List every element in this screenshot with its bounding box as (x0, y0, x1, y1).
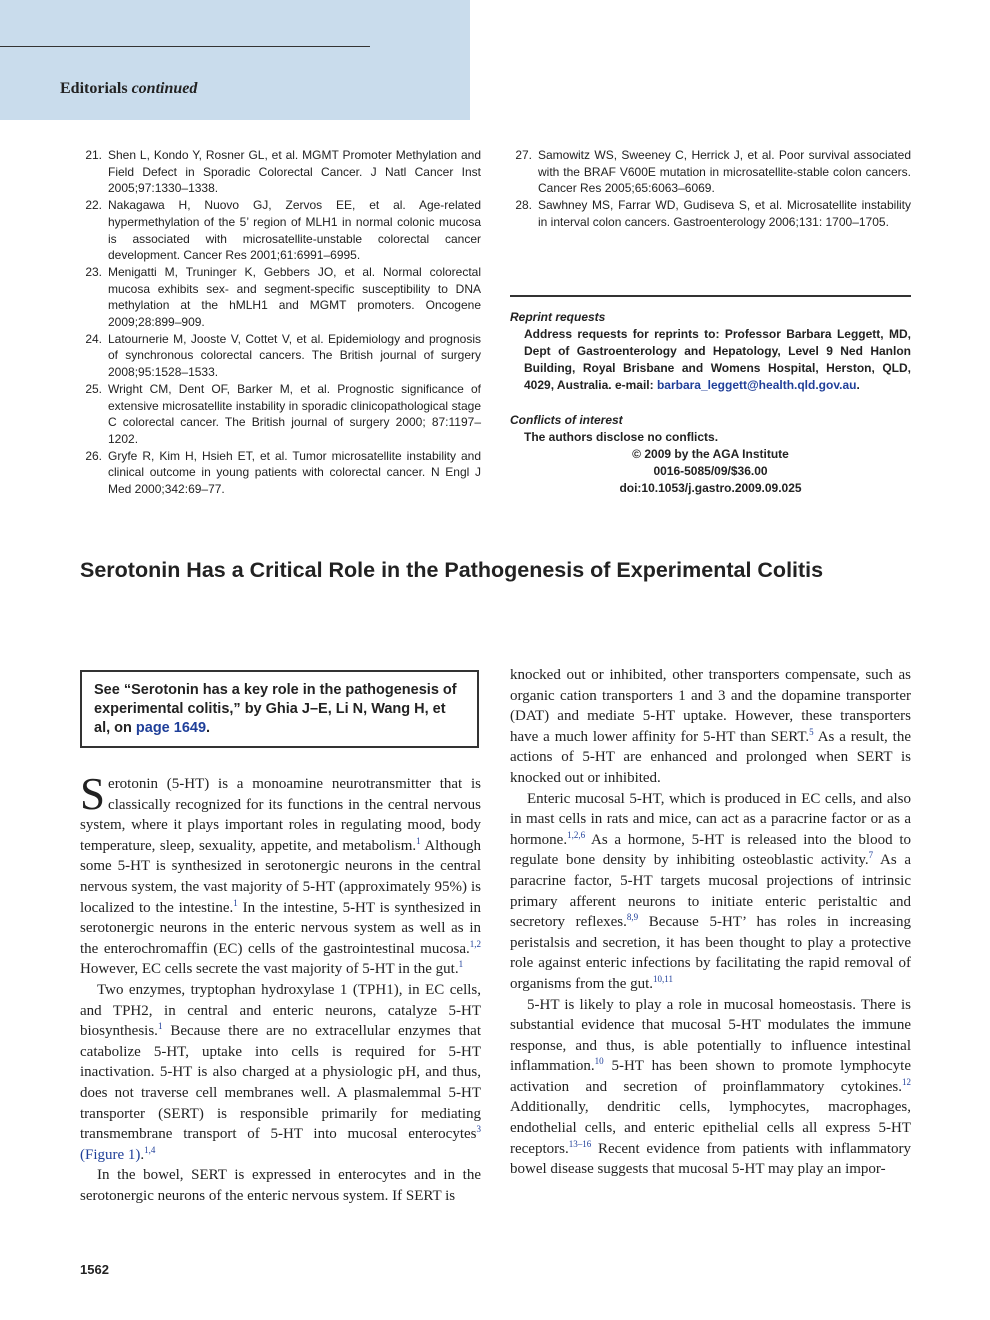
citation[interactable]: 5 (809, 726, 814, 737)
reference-item: 28. Sawhney MS, Farrar WD, Gudiseva S, et al. Microsatellite instability in interval colon cancers. Gastroenterology 2006;131: 1700–1705. (515, 198, 911, 229)
doi-line: doi:10.1053/j.gastro.2009.09.025 (619, 481, 802, 495)
body-column-right (510, 665, 911, 1180)
citation[interactable]: 1 (233, 897, 238, 908)
see-also-box: See “Serotonin has a key role in the pathogenesis of experimental colitis,” by Ghia J–E, Li N, Wang H, et al, on page 1649. (80, 670, 479, 748)
body-paragraph: Enteric mucosal 5-HT, which is produced in EC cells, and also in mast cells in rats and mice, can act as a paracrine factor or as a hormone.$^{1,2,6}$ As a hormone, 5-HT is released into the blood to regulate bone density by inhibiting osteoblastic activity.$^7$ As a paracrine factor, 5-HT targets mucosal projections of intrinsic primary afferent neurons to initiate enteric peristaltic and secretory reflexes.$^{8,9}$ Because 5-HT’ has roles in increasing peristalsis and secretion, it has been thought to play a protective role against enteric infections by facilitating the rapid removal of organisms from the gut.$^{10,11}$ (510, 790, 912, 992)
reference-item: 21. Shen L, Kondo Y, Rosner GL, et al. MGMT Promoter Methylation and Field Defect in Sporadic Colorectal Cancer. J Natl Cancer Inst 2005;97:1330–1338. (85, 148, 481, 196)
reference-item: 23. Menigatti M, Truninger K, Gebbers JO, et al. Normal colorectal mucosa exhibits sex- and segment-specific susceptibility to DNA methylation at the hMLH1 and MGMT promoters. Oncogene 2009;28:899–909. (85, 264, 481, 330)
body-paragraph: In the bowel, SERT is expressed in enterocytes and in the serotonergic neurons of the enteric nervous system. If SERT is (80, 1167, 481, 1204)
citation[interactable]: 1 (458, 959, 464, 970)
page-number: 1562 (80, 1262, 109, 1277)
citation[interactable]: 10,11 (653, 973, 673, 984)
article-title: Serotonin Has a Critical Role in the Pathogenesis of Experimental Colitis (80, 558, 824, 582)
copyright-line: © 2009 by the AGA Institute (632, 447, 789, 461)
citation[interactable]: 3 (476, 1124, 481, 1135)
drop-cap: S (80, 769, 106, 819)
citation[interactable]: 1,2,6 (567, 829, 586, 840)
header-rule (0, 46, 370, 47)
citation[interactable]: 1,2 (469, 938, 481, 949)
citation[interactable]: 7 (868, 850, 874, 861)
figure-link[interactable]: (Figure 1) (80, 1146, 141, 1163)
reference-item: 26. Gryfe R, Kim H, Hsieh ET, et al. Tumor microsatellite instability and clinical outcome in young patients with colorectal cancer. N Engl J Med 2000;342:69–77. (85, 448, 481, 497)
reprint-requests: Reprint requests Address requests for reprints to: Professor Barbara Leggett, MD, Dept of Gastroenterology and Hepatology, Level 9 Ned Hanlon Building, Royal Brisbane and Womens Hospital, Herston, QLD, 4029, Australia. e-mail: barbara_leggett@health.qld.gov.au. (510, 310, 911, 392)
reference-item: 22. Nakagawa H, Nuovo GJ, Zervos EE, et al. Age-related hypermethylation of the 5’ region of MLH1 in normal colonic mucosa is associated with microsatellite-unstable colorectal cancer development. Cancer Res 2001;61:6991–6995. (85, 198, 481, 263)
issn-line: 0016-5085/09/$36.00 (653, 464, 768, 478)
see-also-page-link[interactable]: page 1649 (135, 720, 207, 736)
citation[interactable]: 12 (902, 1076, 911, 1087)
citation[interactable]: 10 (594, 1056, 604, 1067)
reference-list-right (510, 147, 911, 231)
header-band (0, 0, 470, 120)
conflicts-text: The authors disclose no conflicts. (524, 430, 719, 444)
header-section: Editorials (60, 80, 128, 97)
info-divider (510, 295, 911, 297)
reprint-email-link[interactable]: barbara_leggett@health.qld.gov.au (656, 378, 857, 392)
citation[interactable]: 1,4 (144, 1144, 156, 1155)
citation[interactable]: 13–16 (568, 1138, 592, 1149)
running-header (60, 80, 197, 98)
body-column-left (80, 769, 482, 1206)
conflicts-of-interest (510, 412, 911, 497)
reprint-label: Reprint requests (510, 310, 606, 324)
reference-list-left (80, 147, 481, 498)
body-paragraph: knocked out or inhibited, other transporters compensate, such as organic cation transporters 1 and 3 and the dopamine transporter (DAT) and mediate 5-HT uptake. However, these transporters have a much lower affinity for 5-HT than SERT.$^5$ As a result, the actions of 5-HT are enhanced and prolonged when SERT is knocked out or inhibited. (510, 667, 911, 786)
reprint-text: Address requests for reprints to: Professor Barbara Leggett, MD, Dept of Gastroenterology and Hepatology, Level 9 Ned Hanlon Building, Royal Brisbane and Womens Hospital, Herston, QLD, 4029, Australia. e-mail: (524, 327, 911, 392)
body-paragraph: 5-HT is likely to play a role in mucosal homeostasis. There is substantial evidence that mucosal 5-HT modulates the immune response, and thus, is able potentially to influence intestinal inflammation.$^{10}$ 5-HT has been shown to promote lymphocyte activation and secretion of proinflammatory cytokines.$^{12}$ Additionally, dendritic cells, lymphocytes, macrophages, endothelial cells, and enteric epithelial cells all express 5-HT receptors.$^{13-16}$ Recent evidence from patients with inflammatory bowel disease suggests that mucosal 5-HT may play an impor- (510, 996, 911, 1178)
body-paragraph: Two enzymes, tryptophan hydroxylase 1 (TPH1), in EC cells, and TPH2, in central and enteric neurons, catalyze 5-HT biosynthesis.$^1$ Because there are no extracellular enzymes that catabolize 5-HT, uptake into cells is required for 5-HT inactivation. 5-HT is also charged at a physiologic pH, and thus, does not traverse cell membranes well. A plasmalemmal 5-HT transporter (SERT) is responsible primarily for mediating transmembrane transport of 5-HT into mucosal enterocytes$^3$ (Figure 1).$^{1,4}$ (80, 981, 481, 1163)
reference-item: 27. Samowitz WS, Sweeney C, Herrick J, et al. Poor survival associated with the BRAF V600E mutation in microsatellite-stable colon cancers. Cancer Res 2005;65:6063–6069. (515, 148, 911, 196)
conflicts-label: Conflicts of interest (510, 413, 623, 427)
reference-item: 25. Wright CM, Dent OF, Barker M, et al. Prognostic significance of extensive microsatellite instability in sporadic clinicopathological stage C colorectal cancer. The British journal of surgery 2000; 87:1197–1202. (85, 381, 481, 446)
citation[interactable]: 1 (416, 835, 421, 846)
citation[interactable]: 8,9 (626, 912, 639, 923)
reference-item: 24. Latournerie M, Jooste V, Cottet V, et al. Epidemiology and prognosis of synchronous colorectal cancers. The British journal of surgery 2008;95:1528–1533. (85, 331, 481, 380)
citation[interactable]: 1 (157, 1021, 163, 1032)
body-paragraph: Serotonin (5-HT) is a monoamine neurotransmitter that is classically recognized for its functions in the central nervous system, where it plays important roles in regulating mood, body temperature, sleep, sexuality, appetite, and metabolism.$^1$ Although some 5-HT is synthesized in serotonergic neurons in the central nervous system, the vast majority of 5-HT (approximately 95%) is localized to the intestine.$^1$ In the intestine, 5-HT is synthesized in serotonergic neurons in the enteric nervous system as well as in the enterochromaffin (EC) cells of the gastrointestinal mucosa.$^{1,2}$ However, EC cells secrete the vast majority of 5-HT in the gut.$^1$ (80, 769, 482, 978)
header-continued: continued (131, 80, 198, 97)
